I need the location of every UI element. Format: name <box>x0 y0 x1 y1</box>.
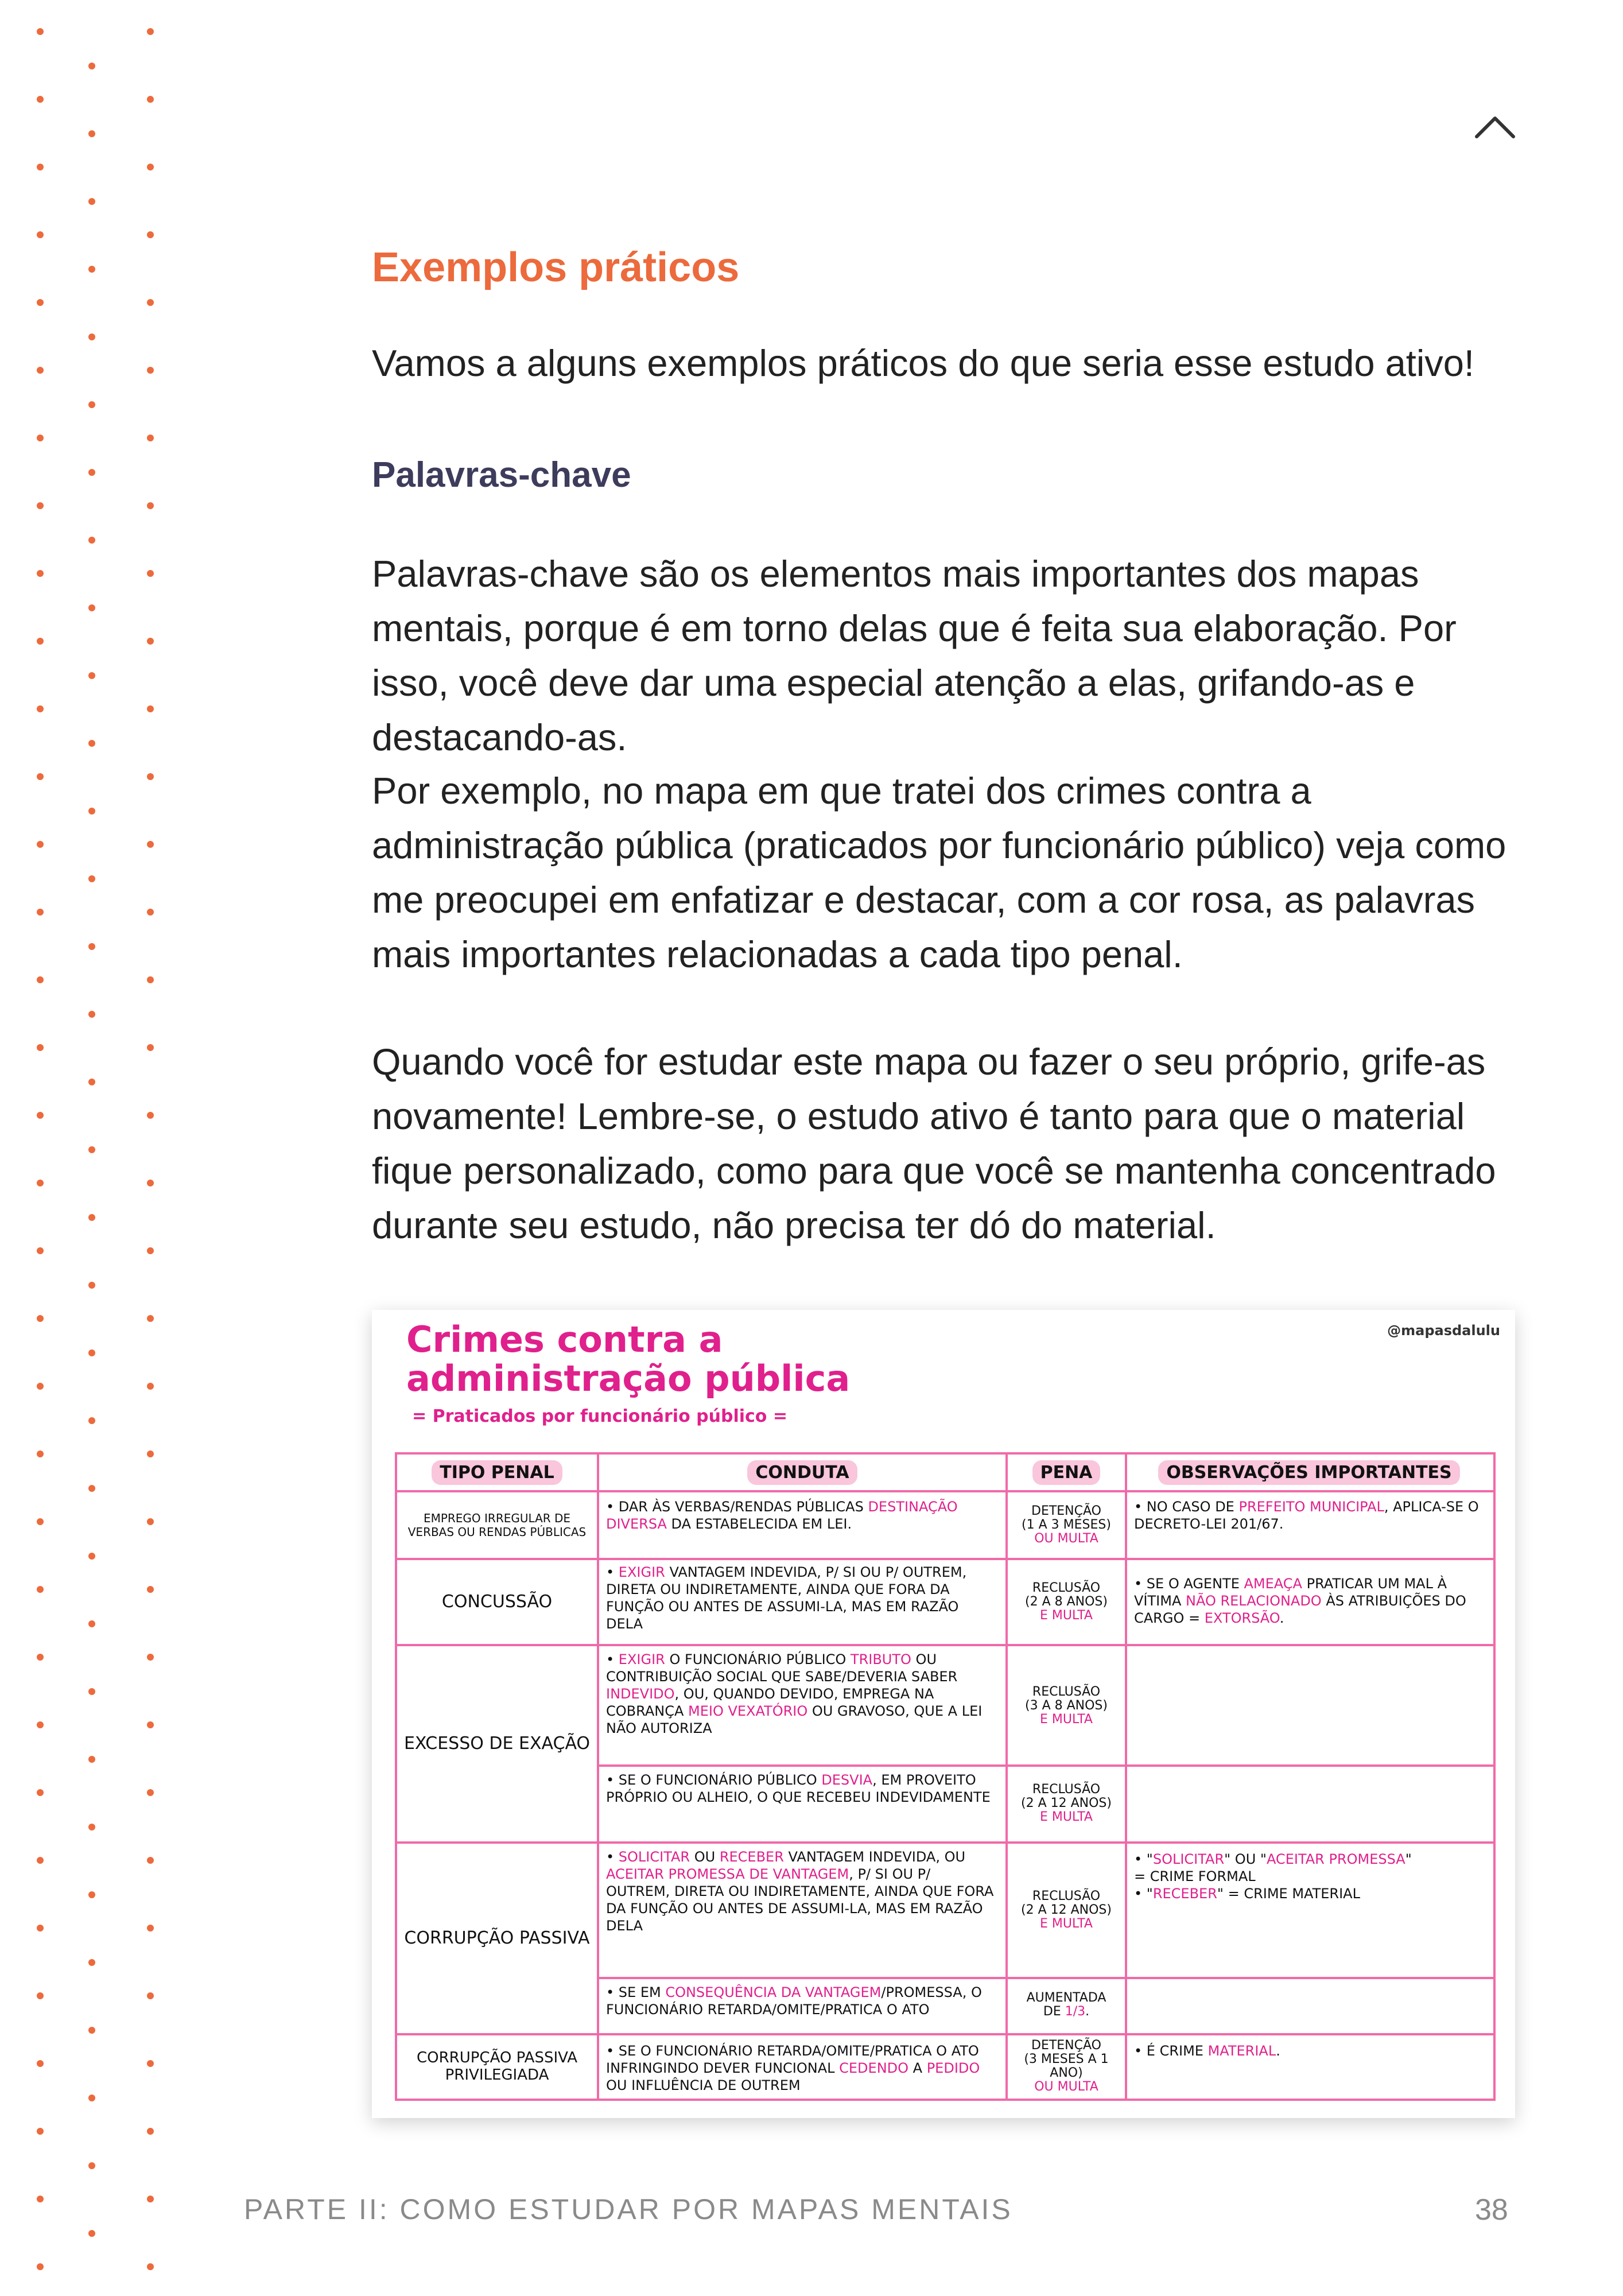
decorative-dot <box>147 1044 154 1051</box>
decorative-dot <box>88 266 95 273</box>
pena-corrupcao-aumentada: AUMENTADA DE 1/3. <box>1026 1991 1106 2019</box>
header-observacoes: OBSERVAÇÕES IMPORTANTES <box>1127 1455 1491 1490</box>
decorative-dot <box>88 604 95 611</box>
decorative-dot <box>37 638 44 645</box>
pena-corrupcao-passiva: RECLUSÃO (2 A 12 ANOS) E MULTA <box>1021 1889 1112 1931</box>
decorative-dot <box>147 773 154 780</box>
decorative-dot <box>88 2095 95 2101</box>
decorative-dot <box>37 1586 44 1593</box>
decorative-dot <box>147 435 154 441</box>
table-divider <box>597 1455 599 2099</box>
decorative-dot <box>88 1417 95 1424</box>
decorative-dot <box>147 638 154 645</box>
mind-map-image <box>372 1310 1515 2118</box>
decorative-dot <box>37 1721 44 1728</box>
pena-corrupcao-privilegiada: DETENÇÃO (3 MESES A 1 ANO) OU MULTA <box>1024 2038 1109 2094</box>
obs-concussao: • SE O AGENTE AMEAÇA PRATICAR UM MAL À VÍTIMA NÃO RELACIONADO ÀS ATRIBUIÇÕES DO CARGO = EXTORSÃO. <box>1134 1576 1466 1626</box>
header-tipo-penal: TIPO PENAL <box>397 1455 597 1490</box>
tipo-concussao: CONCUSSÃO <box>441 1592 553 1612</box>
decorative-dot <box>88 1011 95 1018</box>
decorative-dot <box>88 1146 95 1153</box>
obs-emprego-irregular: • NO CASO DE PREFEITO MUNICIPAL, APLICA-SE O DECRETO-LEI 201/67. <box>1134 1499 1479 1532</box>
decorative-dot <box>88 1824 95 1830</box>
conduta-corrupcao-passiva: • SOLICITAR OU RECEBER VANTAGEM INDEVIDA, OU ACEITAR PROMESSA DE VANTAGEM, P/ SI OU P/ OUTREM, DIRETA OU INDIRETAMENTE, AINDA QUE FORA DA FUNÇÃO OU ANTES DE ASSUMI-LA, MAS EM RAZÃO DELA <box>606 1849 994 1934</box>
crimes-table <box>395 1452 1496 2101</box>
figure-title-line-1: Crimes contra a <box>406 1318 723 1360</box>
decorative-dot <box>37 1789 44 1796</box>
conduta-excesso-desvio: • SE O FUNCIONÁRIO PÚBLICO DESVIA, EM PROVEITO PRÓPRIO OU ALHEIO, O QUE RECEBEU INDEVIDAMENTE <box>606 1772 991 1805</box>
decorative-dot <box>88 1485 95 1492</box>
decorative-dot <box>147 2060 154 2067</box>
decorative-dot <box>88 1553 95 1560</box>
decorative-dot <box>37 367 44 374</box>
decorative-dot <box>37 1992 44 1999</box>
decorative-dot <box>37 231 44 238</box>
figure-subtitle: = Praticados por funcionário público = <box>412 1406 787 1426</box>
obs-corrupcao-privilegiada: • É CRIME MATERIAL. <box>1134 2043 1280 2059</box>
decorative-dot <box>37 841 44 848</box>
decorative-dot <box>37 28 44 35</box>
tipo-emprego-irregular: EMPREGO IRREGULAR DE VERBAS OU RENDAS PÚBLICAS <box>407 1511 587 1539</box>
pena-excesso-de-exacao: RECLUSÃO (3 A 8 ANOS) E MULTA <box>1025 1685 1108 1727</box>
decorative-dot <box>37 1383 44 1390</box>
decorative-dot <box>147 299 154 306</box>
table-divider <box>397 1644 1493 1646</box>
paragraph-2: Por exemplo, no mapa em que tratei dos crimes contra a administração pública (praticados por funcionário público) veja como me preocupei em enfatizar e destacar, com a cor rosa, as palavras mais importantes relacionadas a cada tipo penal. <box>372 770 1506 975</box>
intro-text: Vamos a alguns exemplos práticos do que seria esse estudo ativo! <box>372 342 1474 384</box>
decorative-dot <box>147 1180 154 1186</box>
decorative-dot <box>147 2128 154 2135</box>
chevron-up-icon[interactable] <box>1472 109 1518 144</box>
decorative-dot <box>37 435 44 441</box>
decorative-dot <box>88 943 95 950</box>
decorative-dot <box>37 2128 44 2135</box>
decorative-dot <box>88 740 95 747</box>
decorative-dot <box>147 705 154 712</box>
decorative-dot <box>147 1450 154 1457</box>
decorative-dot <box>88 875 95 882</box>
decorative-dot <box>37 164 44 170</box>
pena-excesso-desvio: RECLUSÃO (2 A 12 ANOS) E MULTA <box>1021 1782 1112 1824</box>
decorative-dot <box>37 1925 44 1932</box>
decorative-dot <box>147 1518 154 1525</box>
decorative-dot <box>147 1383 154 1390</box>
conduta-concussao: • EXIGIR VANTAGEM INDEVIDA, P/ SI OU P/ OUTREM, DIRETA OU INDIRETAMENTE, AINDA QUE FORA DA FUNÇÃO OU ANTES DE ASSUMI-LA, MAS EM RAZÃO DELA <box>606 1564 967 1632</box>
decorative-dot <box>88 63 95 69</box>
decorative-dot <box>37 705 44 712</box>
figure-title <box>406 1320 850 1398</box>
decorative-dot <box>37 909 44 916</box>
conduta-corrupcao-privilegiada: • SE O FUNCIONÁRIO RETARDA/OMITE/PRATICA O ATO INFRINGINDO DEVER FUNCIONAL CEDENDO A PEDIDO OU INFLUÊNCIA DE OUTREM <box>606 2043 980 2093</box>
decorative-dot <box>88 2162 95 2169</box>
tipo-corrupcao-privilegiada: CORRUPÇÃO PASSIVA PRIVILEGIADA <box>416 2049 578 2084</box>
decorative-dot <box>88 469 95 476</box>
decorative-dot <box>37 2263 44 2270</box>
decorative-dot <box>147 1992 154 1999</box>
pena-emprego-irregular: DETENÇÃO (1 A 3 MESES) OU MULTA <box>1022 1504 1111 1546</box>
table-divider <box>1005 1455 1008 2099</box>
decorative-dot <box>88 672 95 679</box>
decorative-dot <box>147 570 154 577</box>
decorative-dot <box>147 28 154 35</box>
decorative-dot <box>37 299 44 306</box>
decorative-dot <box>37 1044 44 1051</box>
decorative-dot <box>147 502 154 509</box>
decorative-dot <box>37 1518 44 1525</box>
footer-section-title: PARTE II: COMO ESTUDAR POR MAPAS MENTAIS <box>244 2193 1013 2225</box>
decorative-dot <box>147 1112 154 1119</box>
decorative-dot <box>37 976 44 983</box>
table-divider <box>397 2033 1493 2035</box>
tipo-excesso-de-exacao: EXCESSO DE EXAÇÃO <box>403 1733 591 1754</box>
decorative-dot <box>88 1349 95 1356</box>
paragraph-3: Quando você for estudar este mapa ou fazer o seu próprio, grife-as novamente! Lembre-se, o estudo ativo é tanto para que o material fique personalizado, como para que você se mantenha concentrado durante seu estudo, não precisa ter dó do material. <box>372 1041 1496 1246</box>
table-divider <box>397 1841 1493 1844</box>
decorative-dot <box>88 401 95 408</box>
decorative-dot <box>88 1620 95 1627</box>
decorative-dot <box>147 164 154 170</box>
decorative-dot <box>147 2196 154 2202</box>
decorative-dot <box>88 537 95 544</box>
decorative-dot <box>37 1654 44 1661</box>
decorative-dot <box>88 808 95 815</box>
decorative-dot <box>88 1079 95 1085</box>
conduta-emprego-irregular: • DAR ÀS VERBAS/RENDAS PÚBLICAS DESTINAÇÃO DIVERSA DA ESTABELECIDA EM LEI. <box>606 1499 958 1532</box>
decorative-dot <box>37 96 44 103</box>
decorative-dot <box>88 1891 95 1898</box>
decorative-dot <box>147 96 154 103</box>
decorative-dot <box>147 1586 154 1593</box>
table-divider <box>397 1490 1493 1492</box>
decorative-dot <box>88 1214 95 1221</box>
section-heading: Exemplos práticos <box>372 245 740 290</box>
decorative-dot <box>37 1180 44 1186</box>
decorative-dot <box>147 1857 154 1864</box>
decorative-dot <box>37 2060 44 2067</box>
decorative-dot <box>147 231 154 238</box>
decorative-dot <box>147 1247 154 1254</box>
table-divider <box>597 1764 1493 1767</box>
decorative-dot <box>147 2263 154 2270</box>
subsection-heading: Palavras-chave <box>372 455 631 495</box>
decorative-dot <box>88 333 95 340</box>
table-divider <box>1125 1455 1127 2099</box>
decorative-dot <box>147 367 154 374</box>
decorative-dot <box>88 1688 95 1695</box>
paragraph-1: Palavras-chave são os elementos mais importantes dos mapas mentais, porque é em torno delas que é feita sua elaboração. Por isso, você deve dar uma especial atenção a elas, grifando-as e destacando-as. <box>372 553 1457 758</box>
decorative-dot <box>37 1315 44 1322</box>
conduta-corrupcao-consequencia: • SE EM CONSEQUÊNCIA DA VANTAGEM/PROMESSA, O FUNCIONÁRIO RETARDA/OMITE/PRATICA O ATO <box>606 1984 982 2018</box>
decorative-dot <box>88 2027 95 2034</box>
decorative-dot <box>88 198 95 205</box>
decorative-dot <box>147 976 154 983</box>
header-conduta: CONDUTA <box>599 1455 1005 1490</box>
decorative-dot <box>37 1247 44 1254</box>
obs-corrupcao-passiva: • "SOLICITAR" OU "ACEITAR PROMESSA" = CRIME FORMAL • "RECEBER" = CRIME MATERIAL <box>1134 1851 1412 1902</box>
decorative-dot <box>88 1959 95 1966</box>
conduta-excesso-de-exacao: • EXIGIR O FUNCIONÁRIO PÚBLICO TRIBUTO OU CONTRIBUIÇÃO SOCIAL QUE SABE/DEVERIA SABER INDEVIDO, OU, QUANDO DEVIDO, EMPREGA NA COBRANÇA MEIO VEXATÓRIO OU GRAVOSO, QUE A LEI NÃO AUTORIZA <box>606 1651 983 1736</box>
figure-title-line-2: administração pública <box>406 1358 851 1399</box>
decorative-dot <box>37 773 44 780</box>
decorative-dot <box>147 1721 154 1728</box>
decorative-dot <box>37 1112 44 1119</box>
decorative-dot <box>147 841 154 848</box>
decorative-dot <box>37 502 44 509</box>
decorative-dot <box>37 1450 44 1457</box>
decorative-dot-pattern <box>0 0 172 2296</box>
decorative-dot <box>88 2230 95 2237</box>
decorative-dot <box>147 909 154 916</box>
pena-concussao: RECLUSÃO (2 A 8 ANOS) E MULTA <box>1025 1581 1108 1623</box>
decorative-dot <box>37 1857 44 1864</box>
decorative-dot <box>147 1789 154 1796</box>
figure-author-handle: @mapasdalulu <box>1387 1322 1500 1339</box>
decorative-dot <box>37 2196 44 2202</box>
table-divider <box>397 1558 1493 1560</box>
decorative-dot <box>147 1315 154 1322</box>
tipo-corrupcao-passiva: CORRUPÇÃO PASSIVA <box>404 1928 590 1948</box>
decorative-dot <box>37 570 44 577</box>
decorative-dot <box>88 130 95 137</box>
header-pena: PENA <box>1008 1455 1125 1490</box>
decorative-dot <box>88 1756 95 1763</box>
decorative-dot <box>147 1654 154 1661</box>
page-number: 38 <box>1475 2193 1508 2227</box>
decorative-dot <box>147 1925 154 1932</box>
decorative-dot <box>88 1282 95 1289</box>
